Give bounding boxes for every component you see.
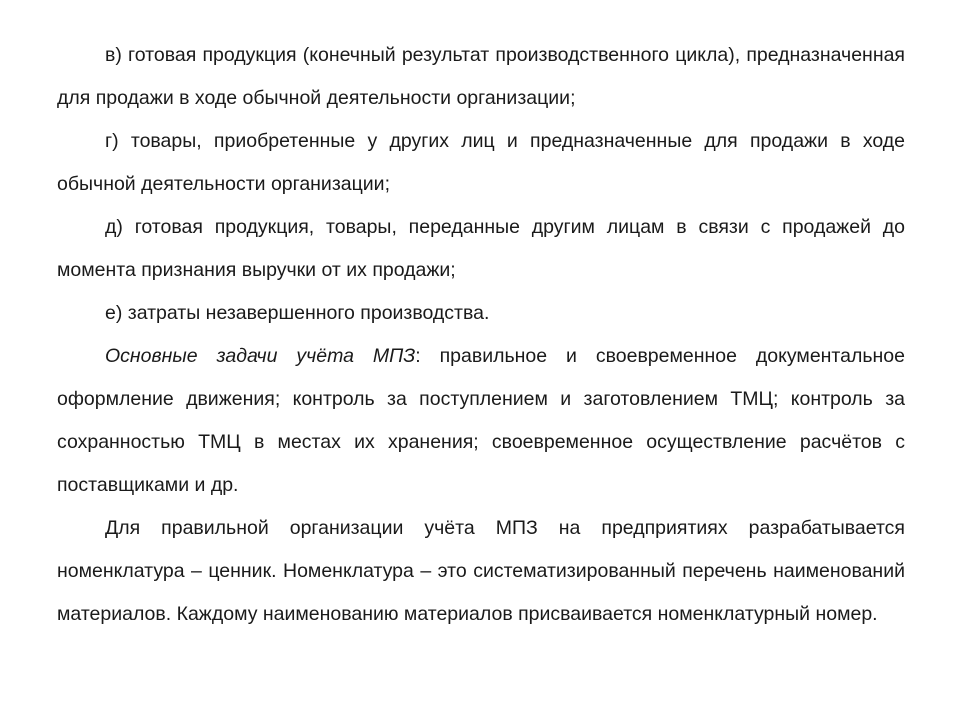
paragraph-nomenclature	[57, 507, 905, 636]
paragraph-text: Для правильной организации учёта МПЗ на предприятиях разрабатывается номенклатура – ценник. Номенклатура – это систематизированный перечень наименований материалов. Каждому наименованию материалов присваивается номенклатурный номер.	[57, 517, 905, 625]
paragraph-text: : правильное и своевременное документальное оформление движения; контроль за поступлением и заготовлением ТМЦ; контроль за сохранностью ТМЦ в местах их хранения; своевременное осуществление расчётов с поставщиками и др.	[57, 345, 905, 496]
accounting-tasks-heading: Основные задачи учёта МПЗ	[105, 345, 416, 367]
paragraph-text: е) затраты незавершенного производства.	[105, 302, 490, 324]
slide-body	[57, 34, 905, 636]
paragraph-accounting-tasks	[57, 335, 905, 507]
paragraph-goods	[57, 120, 905, 206]
paragraph-wip-costs	[57, 292, 905, 335]
paragraph-text: г) товары, приобретенные у других лиц и предназначенные для продажи в ходе обычной деятельности организации;	[57, 130, 905, 195]
paragraph-shipped-goods	[57, 206, 905, 292]
paragraph-finished-products	[57, 34, 905, 120]
paragraph-text: в) готовая продукция (конечный результат производственного цикла), предназначенная для продажи в ходе обычной деятельности организации;	[57, 44, 905, 109]
paragraph-text: д) готовая продукция, товары, переданные другим лицам в связи с продажей до момента признания выручки от их продажи;	[57, 216, 905, 281]
